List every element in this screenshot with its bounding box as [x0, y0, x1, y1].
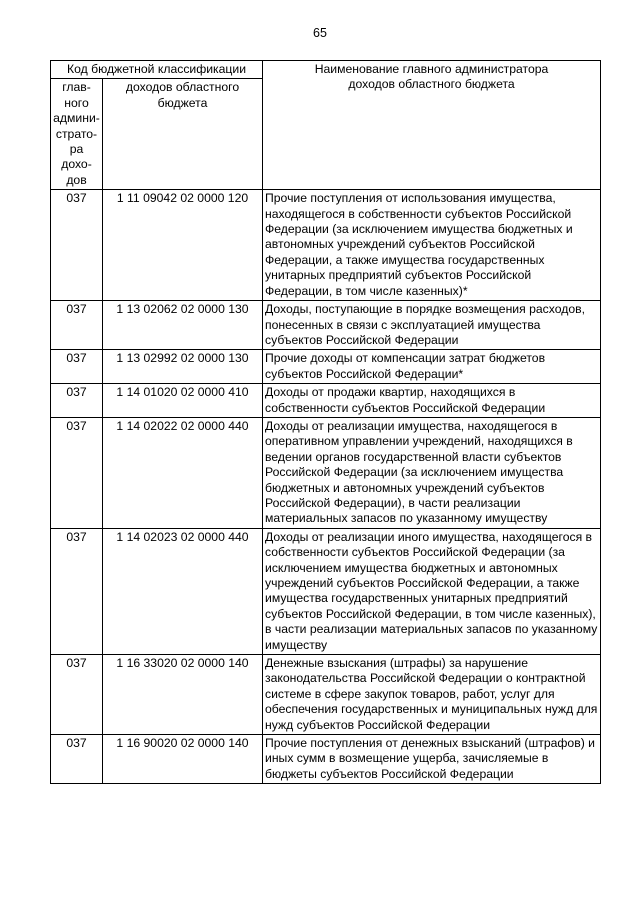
page-number: 65 — [313, 26, 327, 40]
table-row — [51, 350, 601, 384]
income-code-cell: 1 11 09042 02 0000 120 — [103, 190, 263, 301]
income-name-cell: Прочие доходы от компенсации затрат бюджетов субъектов Российской Федерации* — [263, 350, 601, 384]
header-admin — [51, 79, 103, 190]
admin-code-cell: 037 — [51, 735, 103, 784]
income-name-cell: Прочие поступления от использования имущества, находящегося в собственности субъектов Российской Федерации (за исключением имущества бюджетных и автономных учреждений субъектов Российской Федерации, а также имущества государственных унитарных предприятий субъектов Российской Федерации, в том числе казенных)* — [263, 190, 601, 301]
header-income — [103, 79, 263, 190]
budget-classification-table — [50, 60, 601, 784]
table-row — [51, 190, 601, 301]
header-name-text: Наименование главного администратора доходов областного бюджета — [314, 62, 549, 92]
table-row — [51, 735, 601, 784]
table-body — [51, 190, 601, 784]
table-row — [51, 384, 601, 418]
income-name-cell: Денежные взыскания (штрафы) за нарушение законодательства Российской Федерации о контрактной системе в сфере закупок товаров, работ, услуг для обеспечения государственных и муниципальных нужд для нужд субъектов Российской Федерации — [263, 655, 601, 735]
admin-code-cell: 037 — [51, 384, 103, 418]
table-row — [51, 417, 601, 528]
income-code-cell: 1 13 02062 02 0000 130 — [103, 301, 263, 350]
header-admin-text: глав- ного админи- страто- ра дохо- дов — [53, 80, 100, 187]
admin-code-cell: 037 — [51, 350, 103, 384]
header-name — [263, 61, 601, 190]
income-code-cell: 1 14 02023 02 0000 440 — [103, 528, 263, 654]
income-code-cell: 1 16 90020 02 0000 140 — [103, 735, 263, 784]
admin-code-cell: 037 — [51, 655, 103, 735]
income-code-cell: 1 16 33020 02 0000 140 — [103, 655, 263, 735]
table-row — [51, 655, 601, 735]
admin-code-cell: 037 — [51, 528, 103, 654]
income-name-cell: Доходы от продажи квартир, находящихся в собственности субъектов Российской Федерации — [263, 384, 601, 418]
income-code-cell: 1 14 02022 02 0000 440 — [103, 417, 263, 528]
table-row — [51, 528, 601, 654]
header-code-group: Код бюджетной классификации — [51, 61, 263, 79]
income-name-cell: Доходы, поступающие в порядке возмещения расходов, понесенных в связи с эксплуатацией имущества субъектов Российской Федерации — [263, 301, 601, 350]
admin-code-cell: 037 — [51, 417, 103, 528]
income-name-cell: Доходы от реализации имущества, находящегося в оперативном управлении учреждений, находящихся в ведении органов государственной власти субъектов Российской Федерации (за исключением имущества бюджетных и автономных учреждений субъектов Российской Федерации), в части реализации материальных запасов по указанному имуществу — [263, 417, 601, 528]
income-name-cell: Доходы от реализации иного имущества, находящегося в собственности субъектов Российской Федерации (за исключением имущества бюджетных и автономных учреждений субъектов Российской Федерации, а также имущества государственных унитарных предприятий субъектов Российской Федерации, в том числе казенных), в части реализации материальных запасов по указанному имуществу — [263, 528, 601, 654]
admin-code-cell: 037 — [51, 190, 103, 301]
income-code-cell: 1 13 02992 02 0000 130 — [103, 350, 263, 384]
income-code-cell: 1 14 01020 02 0000 410 — [103, 384, 263, 418]
admin-code-cell: 037 — [51, 301, 103, 350]
table-row — [51, 301, 601, 350]
income-name-cell: Прочие поступления от денежных взысканий (штрафов) и иных сумм в возмещение ущерба, зачисляемые в бюджеты субъектов Российской Федерации — [263, 735, 601, 784]
header-income-text: доходов областного бюджета — [125, 80, 240, 110]
